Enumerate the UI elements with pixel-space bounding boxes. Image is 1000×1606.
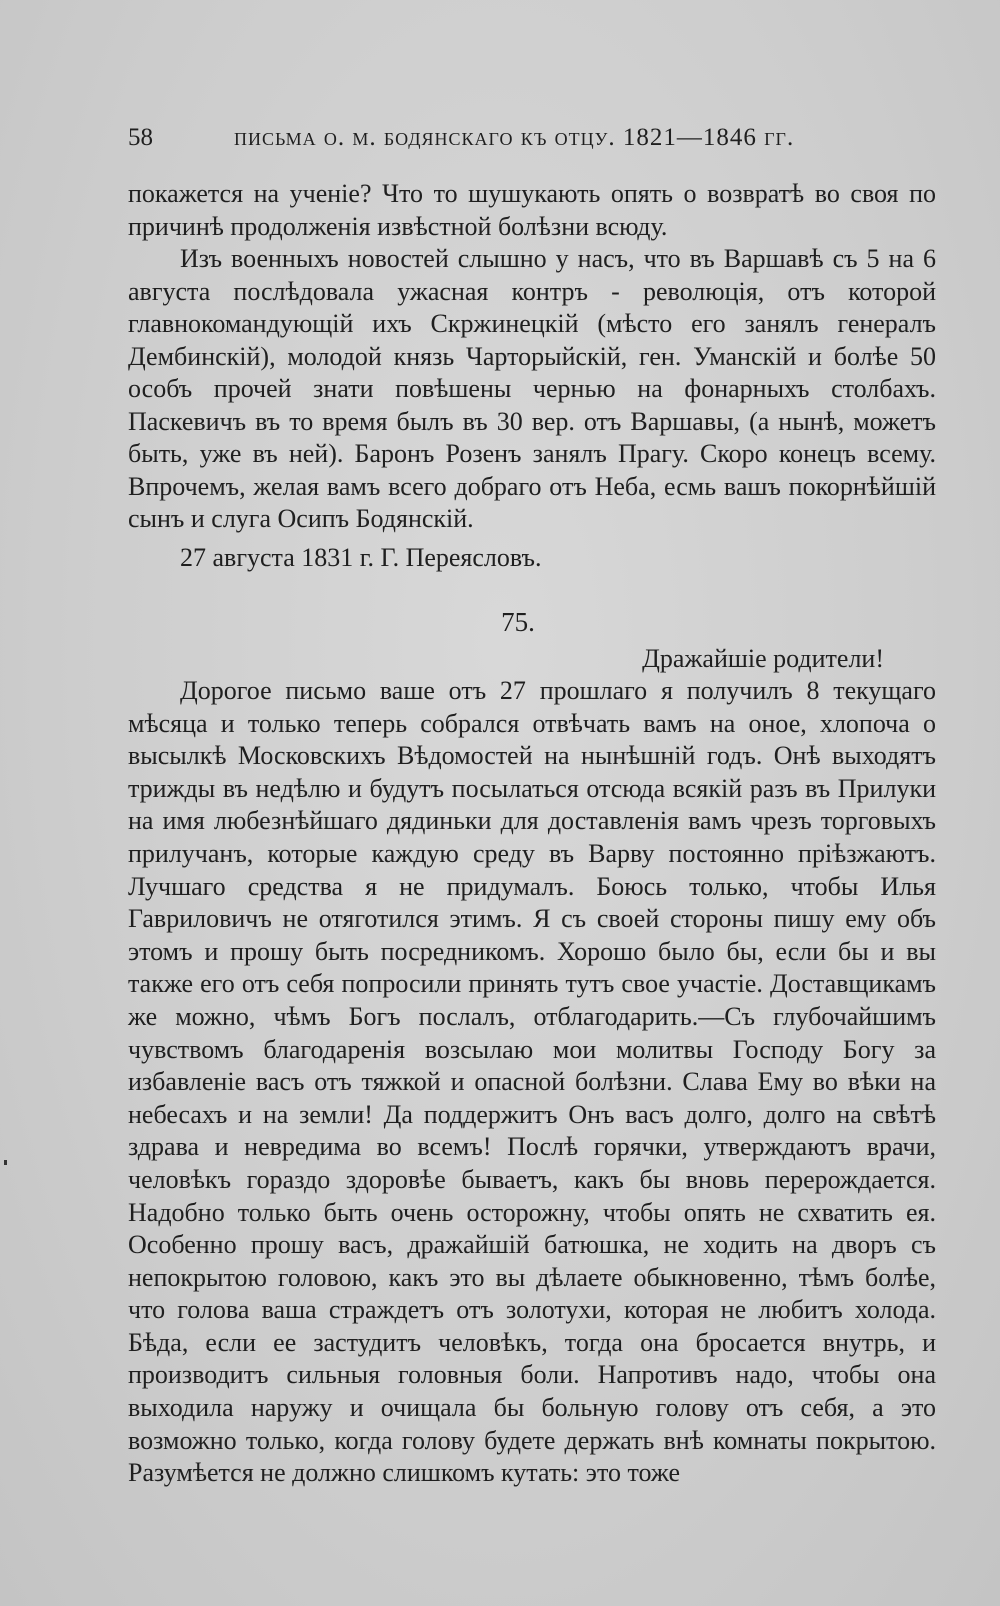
- body-text: [128, 178, 936, 1490]
- letter74-paragraph-2: Изъ военныхъ новостей слышно у насъ, что въ Варшавѣ съ 5 на 6 августа послѣдовала ужасная контръ - революція, отъ которой главнокомандующій ихъ Скржинецкій (мѣсто его занялъ генералъ Дембинскій), молодой князь Чарторыйскій, ген. Уманскій и болѣе 50 особъ прочей знати повѣшены чернью на фонарныхъ столбахъ. Паскевичъ въ то время былъ въ 30 вер. отъ Варшавы, (а нынѣ, можетъ быть, уже въ ней). Баронъ Розенъ занялъ Прагу. Скоро конецъ всему. Впрочемъ, желая вамъ всего добраго отъ Неба, есмь вашъ покорнѣйшій сынъ и слуга Осипъ Бодянскій.: [128, 244, 936, 533]
- margin-speck: [4, 1160, 7, 1165]
- running-head: [128, 120, 928, 156]
- letter74-paragraph-1: покажется на ученіе? Что то шушукають опять о возвратѣ во своя по причинѣ продолженія извѣстной болѣзни всюду.: [128, 179, 936, 241]
- letter75-paragraph: Дорогое письмо ваше отъ 27 прошлаго я получилъ 8 текущаго мѣсяца и только теперь собрался отвѣчать вамъ на оное, хлопоча о высылкѣ Московскихъ Вѣдомостей на нынѣшній годъ. Онѣ выходятъ трижды въ недѣлю и будутъ посылаться отсюда всякій разъ въ Прилуки на имя любезнѣйшаго дядиньки для доставленія вамъ чрезъ торговыхъ прилучанъ, которые каждую среду въ Варву постоянно пріѣзжаютъ. Лучшаго средства я не придумалъ. Боюсь только, чтобы Илья Гавриловичъ не отяготился этимъ. Я съ своей стороны пишу ему объ этомъ и прошу быть посредникомъ. Хорошо было бы, если бы и вы также его отъ себя попросили принять тутъ свое участіе. Доставщикамъ же можно, чѣмъ Богъ послалъ, отблагодарить.—Съ глубочайшимъ чувствомъ благодаренія возсылаю мои молитвы Господу Богу за избавленіе васъ отъ тяжкой и опасной болѣзни. Слава Ему во вѣки на небесахъ и на земли! Да поддержитъ Онъ васъ долго, долго на свѣтѣ здрава и невредима во всемъ! Послѣ горячки, утверждаютъ врачи, человѣкъ гораздо здоровѣе бываетъ, какъ бы вновь перерождается. Надобно только быть очень осторожну, чтобы опять не схватить ея. Особенно прошу васъ, дражайшій батюшка, не ходить на дворъ съ непокрытою головою, какъ это вы дѣлаете обыкновенно, тѣмъ болѣе, что голова ваша страждетъ отъ золотухи, которая не любитъ холода. Бѣда, если ее застудитъ человѣкъ, тогда она бросается внутрь, и производитъ сильныя головныя боли. Напротивъ надо, чтобы она выходила наружу и очищала бы больную голову отъ себя, а это возможно только, когда голову будете держать внѣ комнаты покрытою. Разумѣется не должно слишкомъ кутать: это тоже: [128, 676, 936, 1488]
- running-head-title: письма о. м. бодянскаго къ отцу. 1821—1846 гг.: [234, 124, 795, 151]
- letter74-dateline: 27 августа 1831 г. Г. Переясловъ.: [180, 542, 542, 572]
- letter75-body: [128, 675, 936, 1490]
- letter-salutation: Дражайшіе родители!: [642, 643, 884, 673]
- letter-number: 75.: [501, 607, 535, 637]
- page-number: 58: [128, 124, 153, 151]
